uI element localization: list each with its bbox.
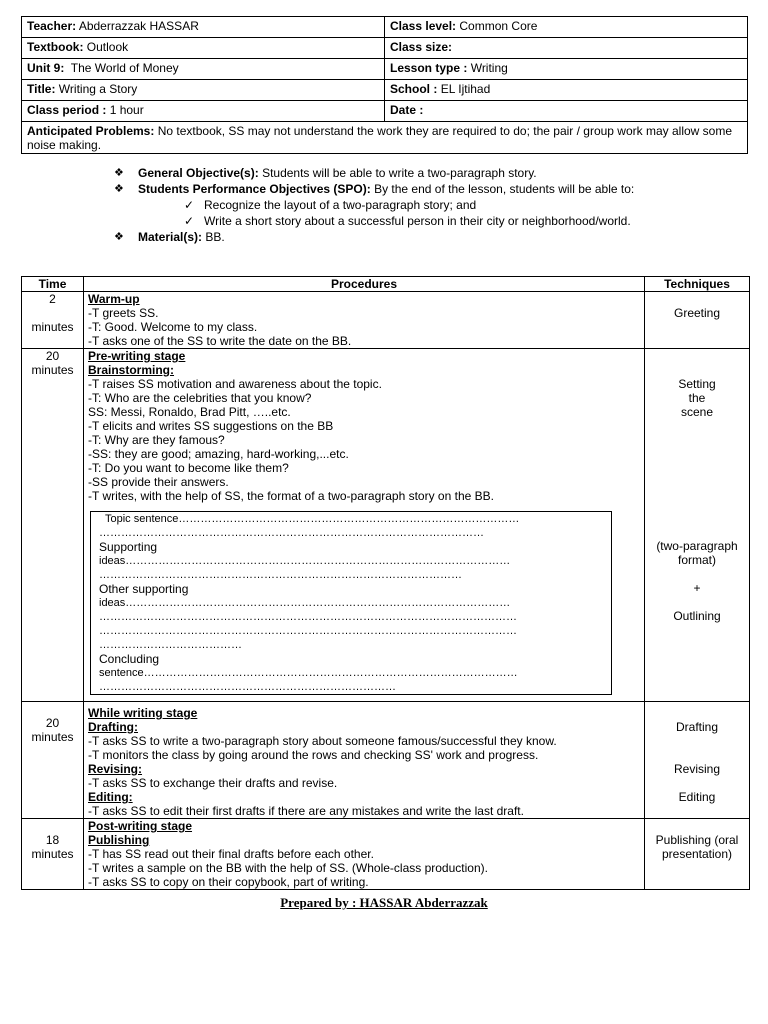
problems-value: No textbook, SS may not understand the work they are required to do; the pair / group work may allow some noise making. bbox=[27, 124, 732, 152]
while-writing-time bbox=[22, 702, 84, 819]
period-value: 1 hour bbox=[109, 103, 144, 117]
spo-objective bbox=[114, 181, 754, 197]
textbook-value: Outlook bbox=[86, 40, 129, 54]
procedures-table bbox=[21, 276, 750, 890]
post-writing-technique bbox=[645, 819, 750, 890]
procedure-line: -T writes, with the help of SS, the format of a two-paragraph story on the BB. bbox=[88, 489, 494, 503]
class-level-label: Class level: bbox=[390, 19, 457, 33]
format-line: Topic sentence………………………………………………………………………………… bbox=[105, 513, 520, 525]
diamond-bullet-icon: ❖ bbox=[114, 231, 124, 243]
time-unit: minutes bbox=[31, 320, 74, 334]
lesson-info-table bbox=[21, 16, 748, 154]
format-line: ……………………………………………………………………………………… bbox=[99, 569, 462, 581]
stage-title: Warm-up bbox=[88, 292, 140, 306]
prewriting-procedure bbox=[84, 349, 645, 702]
objectives-list bbox=[114, 165, 754, 245]
lesson-type-value: Writing bbox=[470, 61, 508, 75]
spo-item-text: Write a short story about a successful person in their city or neighborhood/world. bbox=[204, 214, 631, 228]
techniques-header: Techniques bbox=[645, 277, 750, 292]
textbook-cell bbox=[22, 38, 385, 59]
procedures-header: Procedures bbox=[84, 277, 645, 292]
procedure-line: -T elicits and writes SS suggestions on the BB bbox=[88, 419, 334, 433]
procedure-line: -T: Do you want to become like them? bbox=[88, 461, 289, 475]
spo-label: Students Performance Objectives (SPO): bbox=[138, 182, 371, 196]
time-value: 20 bbox=[45, 716, 60, 730]
school-label: School : bbox=[390, 82, 438, 96]
procedure-line: -T: Good. Welcome to my class. bbox=[88, 320, 258, 334]
technique-text: Publishing (oral presentation) bbox=[655, 833, 739, 861]
lesson-type-label: Lesson type : bbox=[390, 61, 468, 75]
materials-label: Material(s): bbox=[138, 230, 203, 244]
stage-title: Pre-writing stage bbox=[88, 349, 186, 363]
stage-subtitle: Brainstorming: bbox=[88, 363, 175, 377]
general-objective-text: Students will be able to write a two-paragraph story. bbox=[262, 166, 537, 180]
while-writing-technique bbox=[645, 702, 750, 819]
materials bbox=[114, 229, 754, 245]
procedure-line: -T writes a sample on the BB with the help of SS. (Whole-class production). bbox=[88, 861, 488, 875]
technique-text: scene bbox=[680, 405, 714, 419]
unit-label: Unit 9: bbox=[27, 61, 65, 75]
title-value: Writing a Story bbox=[58, 82, 138, 96]
warmup-technique bbox=[645, 292, 750, 349]
technique-text: (two-paragraph bbox=[656, 539, 738, 553]
school-cell bbox=[385, 80, 748, 101]
time-value: 20 bbox=[45, 349, 60, 363]
class-level-cell bbox=[385, 17, 748, 38]
stage-title: Post-writing stage bbox=[88, 819, 193, 833]
procedure-line: -T raises SS motivation and awareness about the topic. bbox=[88, 377, 382, 391]
warmup-row bbox=[22, 292, 750, 349]
technique-text: Editing bbox=[678, 790, 716, 804]
warmup-time bbox=[22, 292, 84, 349]
spo-item bbox=[114, 213, 754, 229]
procedure-line: -SS provide their answers. bbox=[88, 475, 229, 489]
technique-text: Greeting bbox=[673, 306, 721, 320]
technique-text: + bbox=[693, 581, 701, 595]
technique-text: Setting bbox=[678, 377, 716, 391]
while-writing-procedure bbox=[84, 702, 645, 819]
time-unit: minutes bbox=[31, 730, 74, 744]
class-size-cell bbox=[385, 38, 748, 59]
teacher-value: Abderrazzak HASSAR bbox=[78, 19, 199, 33]
lesson-type-cell bbox=[385, 59, 748, 80]
teacher-cell bbox=[22, 17, 385, 38]
revising-label: Revising: bbox=[88, 762, 143, 776]
prepared-by: Prepared by : HASSAR Abderrazzak bbox=[280, 895, 488, 910]
date-label: Date : bbox=[390, 103, 424, 117]
procedure-line: -T monitors the class by going around the rows and checking SS' work and progress. bbox=[88, 748, 539, 762]
unit-value: The World of Money bbox=[70, 61, 179, 75]
procedure-line: -T greets SS. bbox=[88, 306, 159, 320]
time-unit: minutes bbox=[31, 847, 74, 861]
procedure-line: -T has SS read out their final drafts before each other. bbox=[88, 847, 374, 861]
format-line: …………………………………………………………………………………………………… bbox=[99, 611, 517, 623]
class-level-value: Common Core bbox=[459, 19, 538, 33]
problems-label: Anticipated Problems: bbox=[27, 124, 155, 138]
time-header: Time bbox=[22, 277, 84, 292]
editing-label: Editing: bbox=[88, 790, 133, 804]
date-cell bbox=[385, 101, 748, 122]
period-label: Class period : bbox=[27, 103, 107, 117]
anticipated-problems-cell bbox=[22, 122, 748, 154]
stage-subtitle: Publishing bbox=[88, 833, 150, 847]
format-line: Concluding bbox=[99, 652, 160, 666]
format-line: ideas…………………………………………………………………………………………… bbox=[99, 597, 511, 609]
spo-item-text: Recognize the layout of a two-paragraph story; and bbox=[204, 198, 477, 212]
procedure-line: -T asks SS to copy on their copybook, part of writing. bbox=[88, 875, 369, 889]
textbook-label: Textbook: bbox=[27, 40, 84, 54]
format-line: ……………………………………………………………………… bbox=[99, 681, 396, 693]
procedure-line: -SS: they are good; amazing, hard-working,...etc. bbox=[88, 447, 349, 461]
format-line: ………………………………… bbox=[99, 639, 242, 651]
format-line: Other supporting bbox=[99, 582, 189, 596]
format-line: …………………………………………………………………………………………… bbox=[99, 527, 484, 539]
post-writing-procedure bbox=[84, 819, 645, 890]
procedure-line: -T asks SS to write a two-paragraph story about someone famous/successful they know. bbox=[88, 734, 557, 748]
diamond-bullet-icon: ❖ bbox=[114, 183, 124, 195]
while-writing-row bbox=[22, 702, 750, 819]
prewriting-technique bbox=[645, 349, 750, 702]
format-line: sentence………………………………………………………………………………………… bbox=[99, 667, 518, 679]
stage-title: While writing stage bbox=[88, 706, 198, 720]
format-line: …………………………………………………………………………………………………… bbox=[99, 625, 517, 637]
unit-cell bbox=[22, 59, 385, 80]
technique-text: Outlining bbox=[673, 609, 721, 623]
procedure-line: -T: Why are they famous? bbox=[88, 433, 225, 447]
diamond-bullet-icon: ❖ bbox=[114, 167, 124, 179]
post-writing-time bbox=[22, 819, 84, 890]
procedure-line: -T asks SS to exchange their drafts and revise. bbox=[88, 776, 338, 790]
checkmark-icon: ✓ bbox=[184, 214, 195, 228]
time-unit: minutes bbox=[31, 363, 74, 377]
format-line: Supporting bbox=[99, 540, 158, 554]
period-cell bbox=[22, 101, 385, 122]
procedure-line: SS: Messi, Ronaldo, Brad Pitt, …..etc. bbox=[88, 405, 291, 419]
title-cell bbox=[22, 80, 385, 101]
procedure-line: -T asks one of the SS to write the date on the BB. bbox=[88, 334, 352, 348]
spo-text: By the end of the lesson, students will be able to: bbox=[374, 182, 635, 196]
teacher-label: Teacher: bbox=[27, 19, 77, 33]
format-line: ideas…………………………………………………………………………………………… bbox=[99, 555, 511, 567]
title-label: Title: bbox=[27, 82, 56, 96]
post-writing-row bbox=[22, 819, 750, 890]
time-value: 18 bbox=[45, 833, 60, 847]
prewriting-time bbox=[22, 349, 84, 702]
school-value: EL Ijtihad bbox=[440, 82, 491, 96]
procedure-line: -T asks SS to edit their first drafts if there are any mistakes and write the last draft. bbox=[88, 804, 524, 818]
technique-text: Revising bbox=[673, 762, 721, 776]
checkmark-icon: ✓ bbox=[184, 198, 195, 212]
materials-text: BB. bbox=[205, 230, 225, 244]
spo-item bbox=[114, 197, 754, 213]
class-size-label: Class size: bbox=[390, 40, 453, 54]
procedure-line: -T: Who are the celebrities that you know? bbox=[88, 391, 312, 405]
warmup-procedure bbox=[84, 292, 645, 349]
story-format-box bbox=[90, 511, 612, 695]
time-value: 2 bbox=[49, 292, 56, 306]
technique-text: Drafting bbox=[675, 720, 719, 734]
technique-text: the bbox=[688, 391, 706, 405]
prewriting-row bbox=[22, 349, 750, 702]
drafting-label: Drafting: bbox=[88, 720, 138, 734]
technique-text: format) bbox=[677, 553, 716, 567]
general-objective bbox=[114, 165, 754, 181]
general-objective-label: General Objective(s): bbox=[138, 166, 259, 180]
